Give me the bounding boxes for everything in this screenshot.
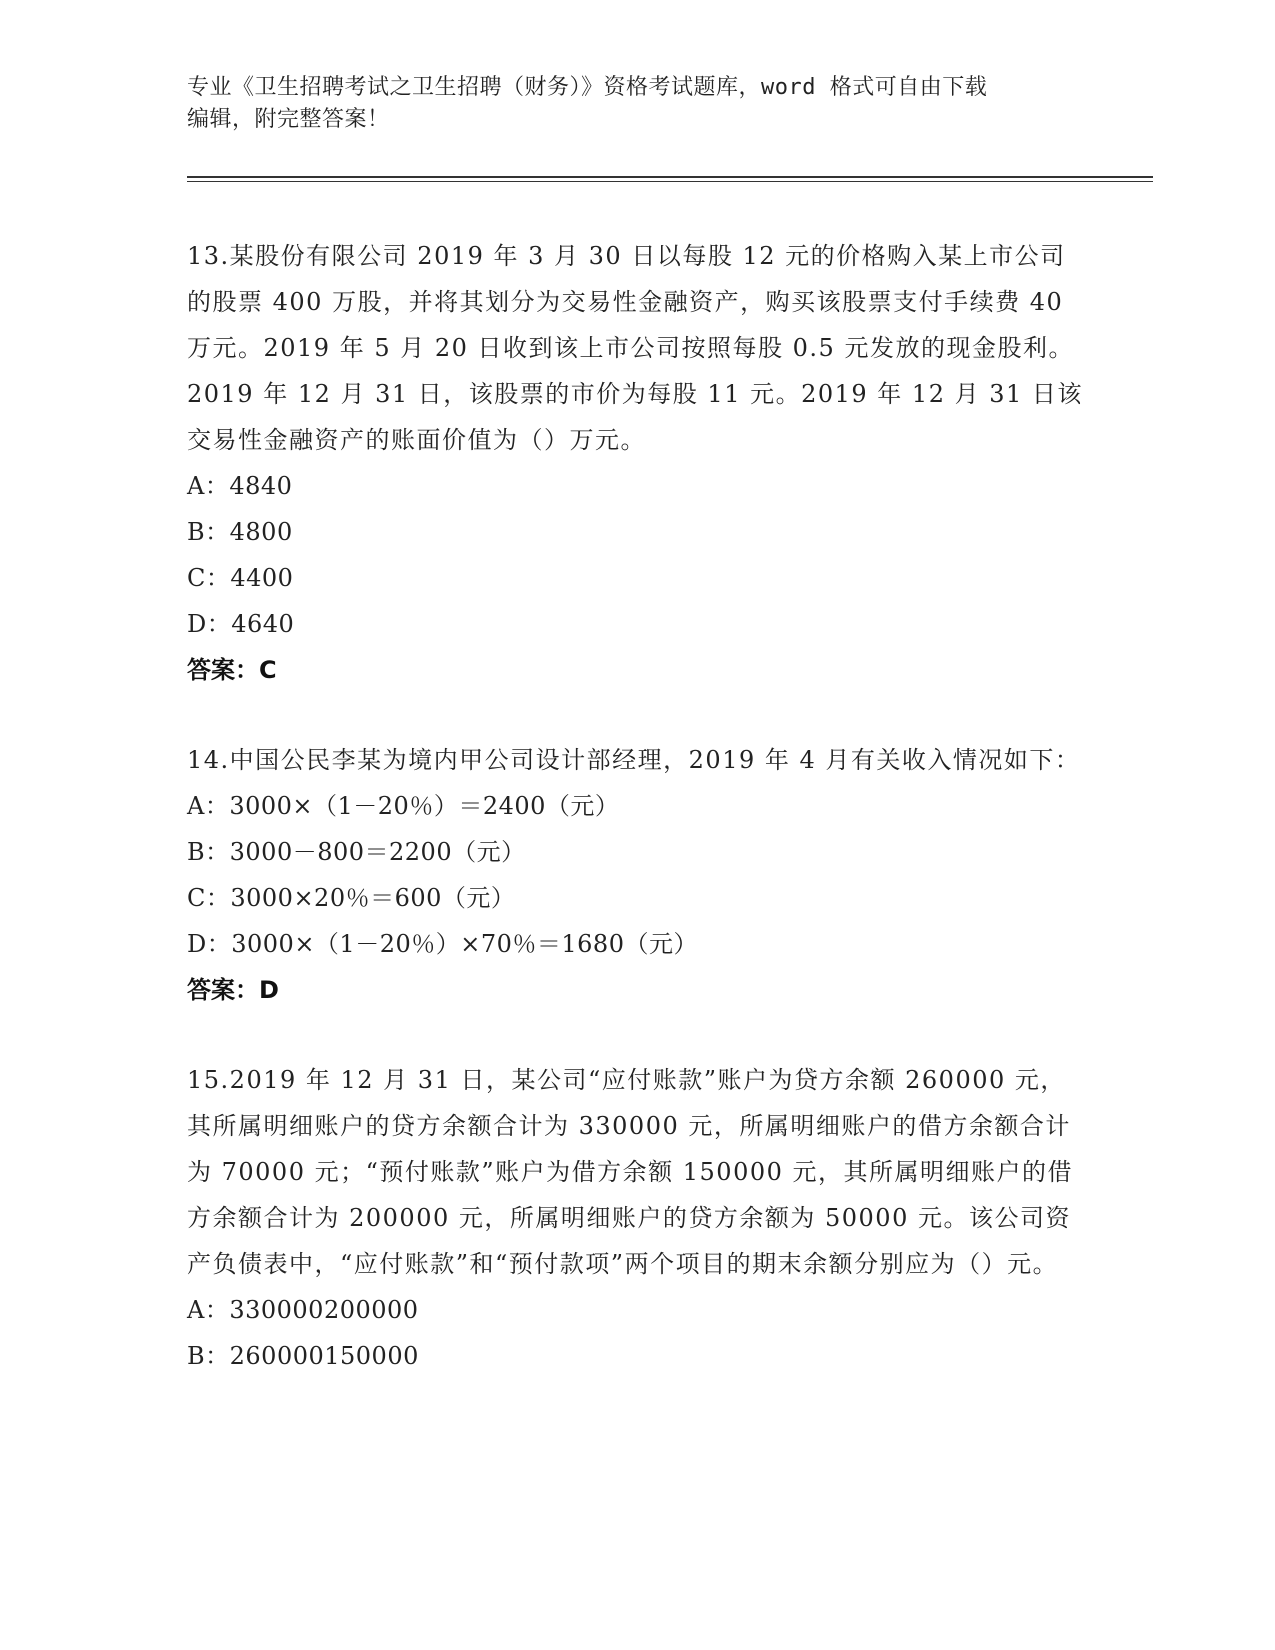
option-d: D：3000×（1－20％）×70％＝1680（元）	[187, 930, 698, 958]
option-a: A：330000200000	[187, 1296, 419, 1324]
document-header	[187, 72, 1067, 136]
header-divider	[187, 176, 1153, 178]
question-14	[187, 737, 1087, 1013]
option-d: D：4640	[187, 610, 295, 638]
question-list	[187, 233, 1087, 1379]
option-b: B：260000150000	[187, 1342, 419, 1370]
option-c: C：3000×20％＝600（元）	[187, 884, 516, 912]
option-a: A：4840	[187, 472, 293, 500]
question-text: 13.某股份有限公司 2019 年 3 月 30 日以每股 12 元的价格购入某上市公司的股票 400 万股，并将其划分为交易性金融资产，购买该股票支付手续费 40 万元。2019 年 5 月 20 日收到该上市公司按照每股 0.5 元发放的现金股利。2019 年 12 月 31 日，该股票的市价为每股 11 元。2019 年 12 月 31 日该交易性金融资产的账面价值为（）万元。	[187, 242, 1083, 454]
option-a: A：3000×（1－20％）＝2400（元）	[187, 792, 620, 820]
answer: 答案：D	[187, 976, 279, 1004]
header-line-2: 编辑，附完整答案！	[187, 107, 390, 132]
option-b: B：4800	[187, 518, 293, 546]
question-15	[187, 1057, 1087, 1379]
question-text: 15.2019 年 12 月 31 日，某公司“应付账款”账户为贷方余额 260000 元，其所属明细账户的贷方余额合计为 330000 元，所属明细账户的借方余额合计为 70000 元；“预付账款”账户为借方余额 150000 元，其所属明细账户的借方余额合计为 200000 元，所属明细账户的贷方余额为 50000 元。该公司资产负债表中，“应付账款”和“预付款项”两个项目的期末余额分别应为（）元。	[187, 1066, 1074, 1278]
header-line-1: 专业《卫生招聘考试之卫生招聘（财务）》资格考试题库，word 格式可自由下载	[187, 75, 988, 100]
header-divider-thin	[187, 181, 1153, 182]
option-b: B：3000－800＝2200（元）	[187, 838, 526, 866]
option-c: C：4400	[187, 564, 294, 592]
question-13	[187, 233, 1087, 693]
question-text: 14.中国公民李某为境内甲公司设计部经理，2019 年 4 月有关收入情况如下：	[187, 746, 1081, 774]
answer: 答案：C	[187, 656, 277, 684]
